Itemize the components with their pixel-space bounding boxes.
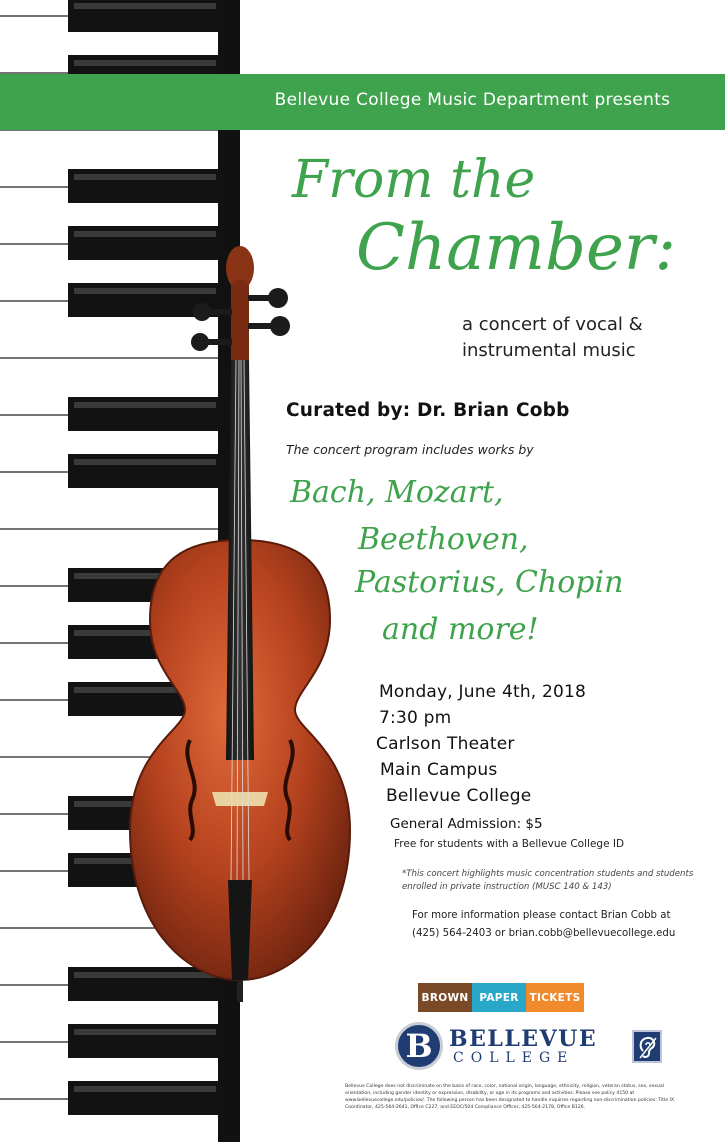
logo-subtitle: COLLEGE	[453, 1050, 575, 1066]
program-intro: The concert program includes works by	[286, 442, 534, 457]
logo-letter: B	[405, 1027, 433, 1065]
banner-text: Bellevue College Music Department presents	[274, 90, 671, 110]
black-key-highlight	[74, 1086, 216, 1092]
contact-line-1: For more information please contact Brian Cobb at	[412, 910, 671, 921]
hearing-assistance-icon	[632, 1030, 662, 1063]
highlight-note-line-2: enrolled in private instruction (MUSC 140 & 143)	[402, 882, 612, 892]
black-key-highlight	[74, 60, 216, 66]
black-key-highlight	[74, 231, 216, 237]
black-key-highlight	[74, 3, 216, 9]
highlight-note-line-1: *This concert highlights music concentration students and students	[402, 869, 694, 879]
tickets-part-tickets: TICKETS	[526, 983, 584, 1012]
composers-line-4: and more!	[382, 612, 539, 647]
contact-info	[412, 907, 675, 943]
brown-paper-tickets-button[interactable]	[418, 983, 584, 1012]
event-campus: Main Campus	[380, 760, 498, 780]
title-line-1: From the	[292, 150, 536, 210]
event-time: 7:30 pm	[379, 708, 452, 728]
contact-line-2[interactable]: (425) 564-2403 or brian.cobb@bellevuecollege.edu	[412, 928, 676, 939]
subtitle-line-2: instrumental music	[462, 340, 636, 361]
non-discrimination-statement: Bellevue College does not discriminate on the basis of race, color, national origin, language, ethnicity, religion, veteran status, sex, sexual orientation, including gender identity or expression, disability, or age in its programs and activities. Please see policy 4150 at www.bellevuecollege.edu/policies/. The following person has been designated to handle inquiries regarding non-discrimination policies: Title IX Coordinator, 425-564-2641, Office C227, and EEOC/504 Compliance Officer, 425-564-2178, Office B126.	[345, 1084, 675, 1110]
black-key-highlight	[74, 1029, 216, 1035]
black-key-highlight	[74, 174, 216, 180]
title-line-2: Chamber:	[356, 211, 677, 285]
subtitle	[462, 312, 643, 364]
event-college: Bellevue College	[386, 786, 532, 806]
composers-line-2: Beethoven,	[358, 522, 529, 557]
admission-price: General Admission: $5	[390, 816, 543, 832]
bellevue-college-emblem-icon	[395, 1022, 443, 1070]
tickets-part-paper: PAPER	[472, 983, 526, 1012]
student-admission-note: Free for students with a Bellevue College ID	[394, 838, 625, 850]
highlight-note	[402, 868, 693, 894]
composers-line-1: Bach, Mozart,	[290, 475, 504, 510]
curator-line: Curated by: Dr. Brian Cobb	[286, 400, 570, 421]
event-date: Monday, June 4th, 2018	[379, 682, 587, 702]
event-venue: Carlson Theater	[376, 734, 515, 754]
subtitle-line-1: a concert of vocal &	[462, 314, 643, 335]
bellevue-college-logo	[395, 1022, 605, 1074]
logo-name: BELLEVUE	[449, 1026, 598, 1052]
cello-illustration	[90, 240, 380, 1010]
composers-line-3: Pastorius, Chopin	[355, 565, 624, 600]
tickets-part-brown: BROWN	[418, 983, 472, 1012]
